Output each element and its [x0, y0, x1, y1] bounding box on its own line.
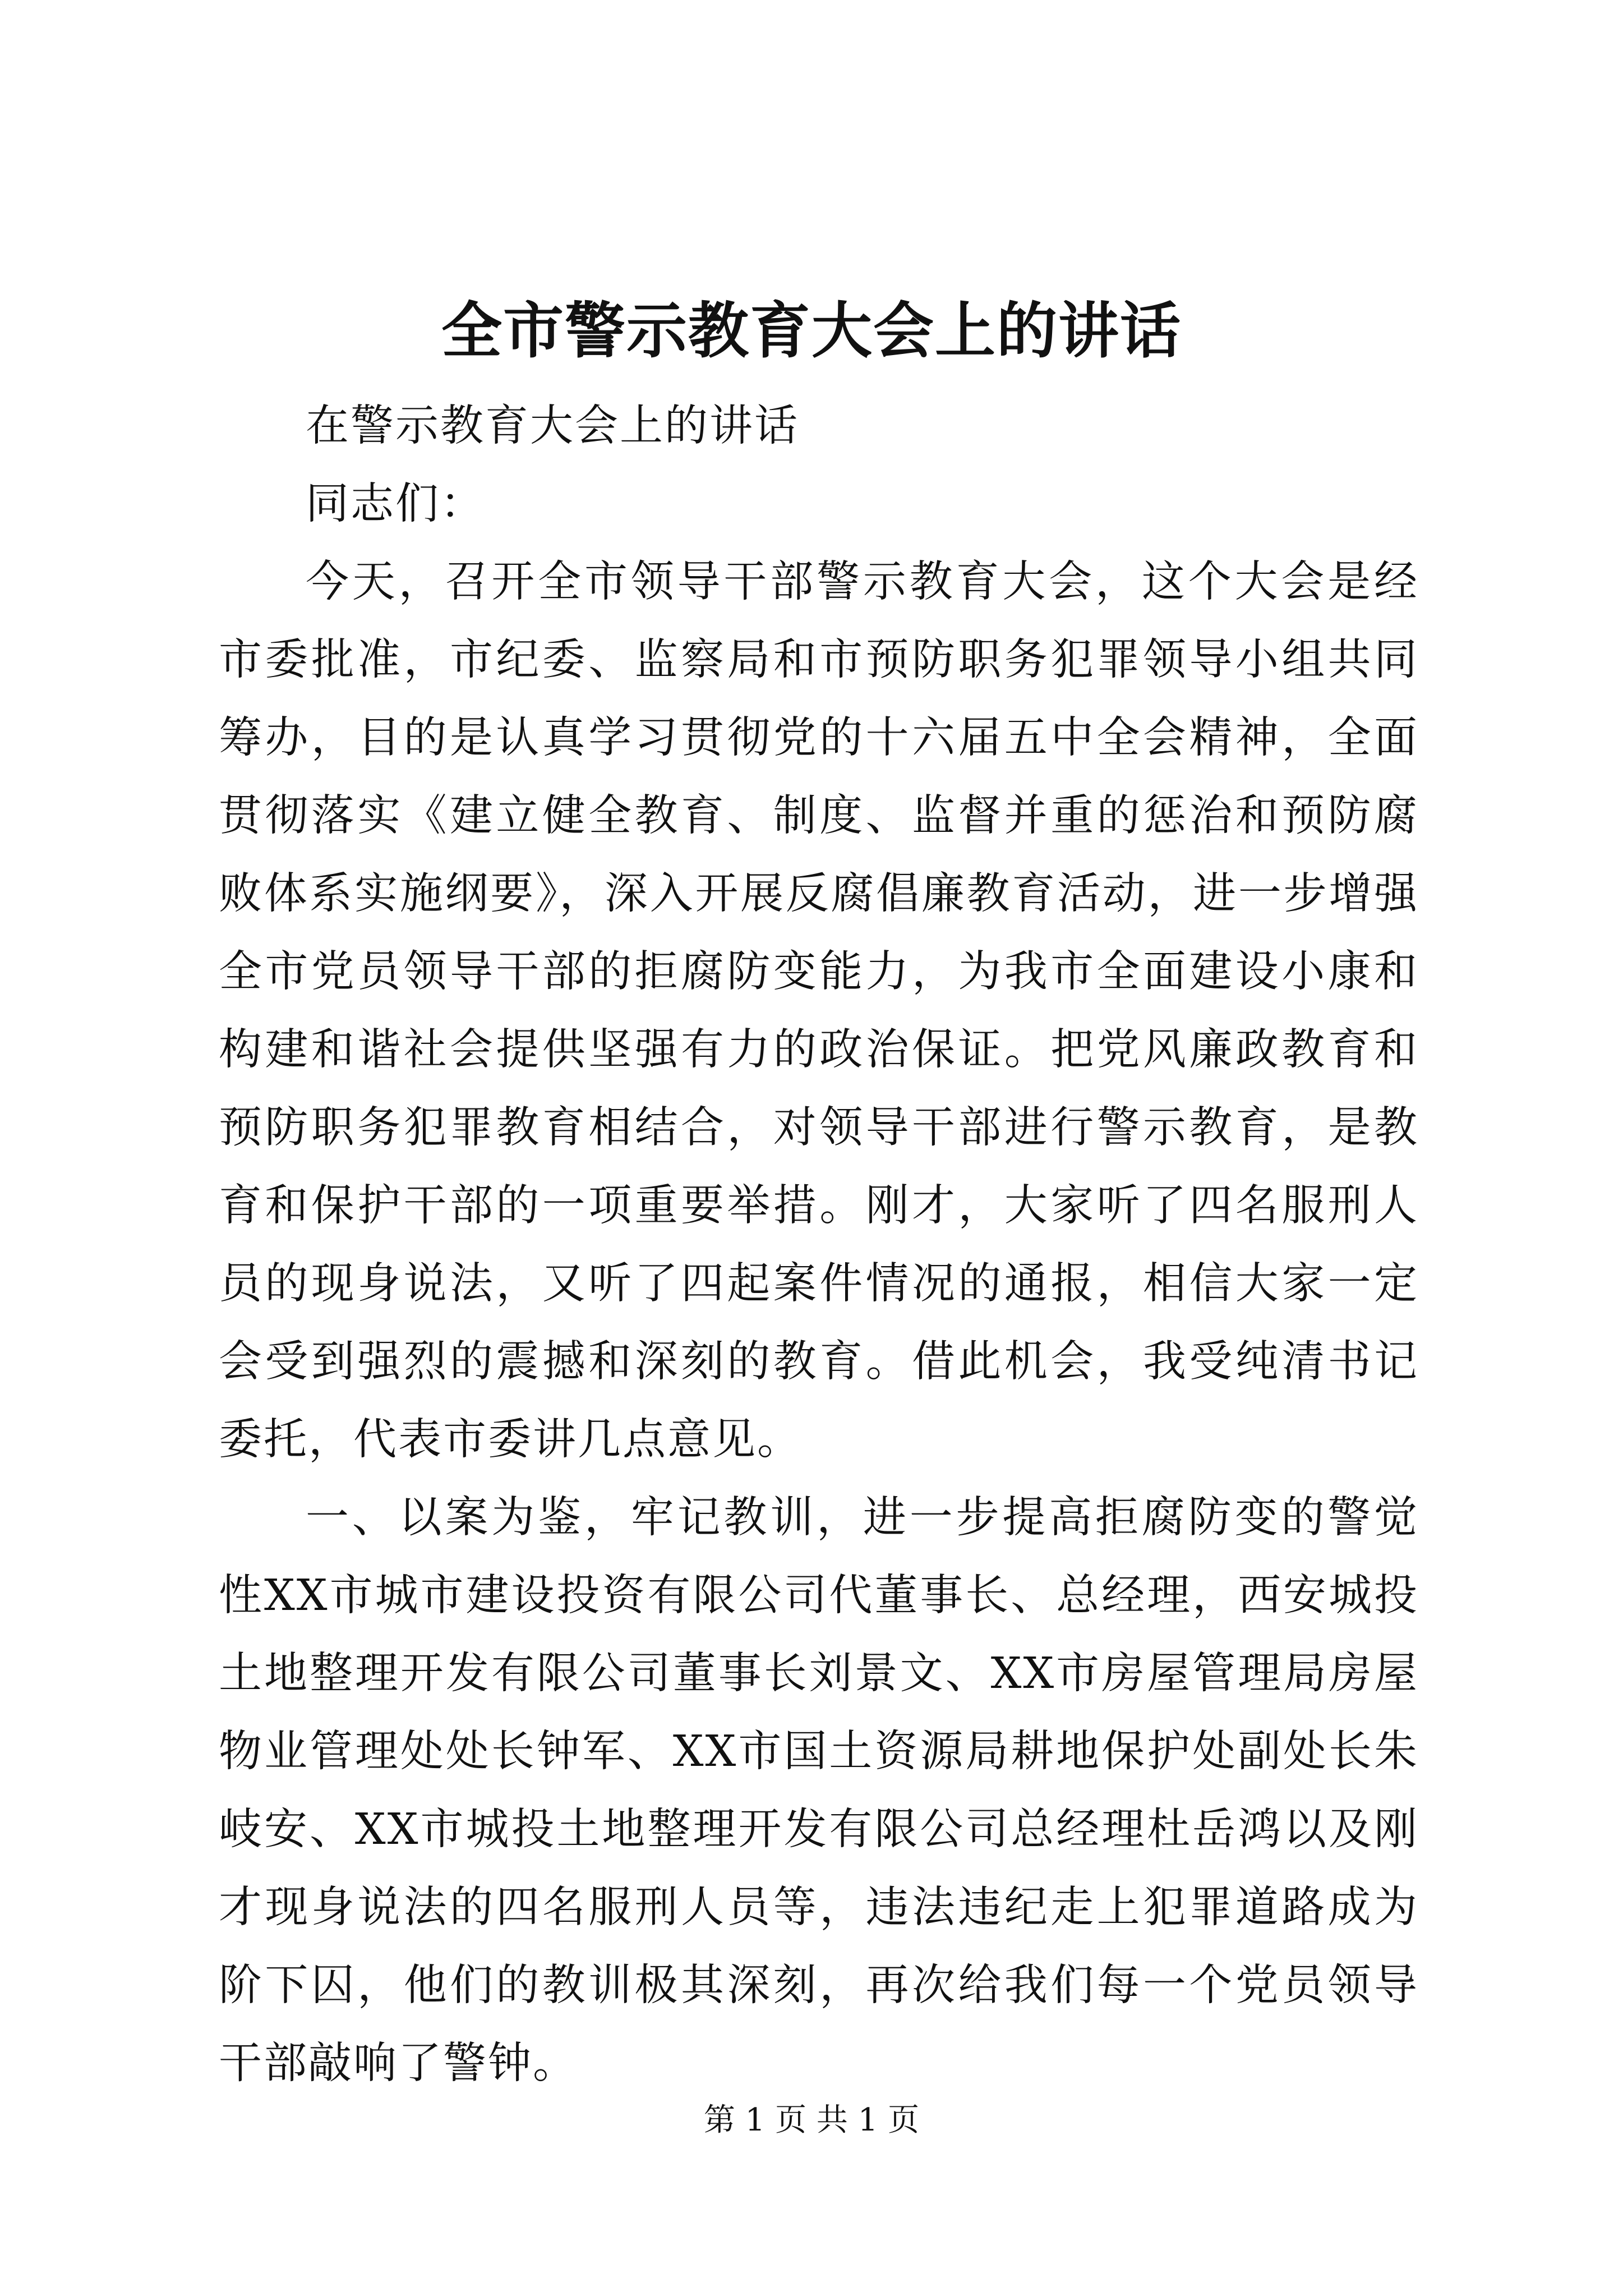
salutation-paragraph: 同志们：	[306, 479, 485, 529]
document-title: 全市警示教育大会上的讲话	[441, 296, 1182, 366]
page-footer: 第 1 页 共 1 页	[703, 2102, 920, 2138]
subtitle-paragraph: 在警示教育大会上的讲话	[306, 401, 799, 451]
body-paragraph: 今天，召开全市领导干部警示教育大会，这个大会是经市委批准，市纪委、监察局和市预防职务犯罪领导小组共同筹办，目的是认真学习贯彻党的十六届五中全会精神，全面贯彻落实《建立健全教育、制度、监督并重的惩治和预防腐败体系实施纲要》，深入开展反腐倡廉教育活动，进一步增强全市党员领导干部的拒腐防变能力，为我市全面建设小康和构建和谐社会提供坚强有力的政治保证。把党风廉政教育和预防职务犯罪教育相结合，对领导干部进行警示教育，是教育和保护干部的一项重要举措。刚才，大家听了四名服刑人员的现身说法，又听了四起案件情况的通报，相信大家一定会受到强烈的震撼和深刻的教育。借此机会，我受纯清书记委托，代表市委讲几点意见。	[219, 557, 1419, 1465]
body-paragraph: 一、以案为鉴，牢记教训，进一步提高拒腐防变的警觉性XX市城市建设投资有限公司代董事长、总经理，西安城投土地整理开发有限公司董事长刘景文、XX市房屋管理局房屋物业管理处处长钟军、XX市国土资源局耕地保护处副处长朱岐安、XX市城投土地整理开发有限公司总经理杜岳鸿以及刚才现身说法的四名服刑人员等，违法违纪走上犯罪道路成为阶下囚，他们的教训极其深刻，再次给我们每一个党员领导干部敲响了警钟。	[219, 1493, 1419, 2088]
document-body	[219, 387, 1419, 2102]
